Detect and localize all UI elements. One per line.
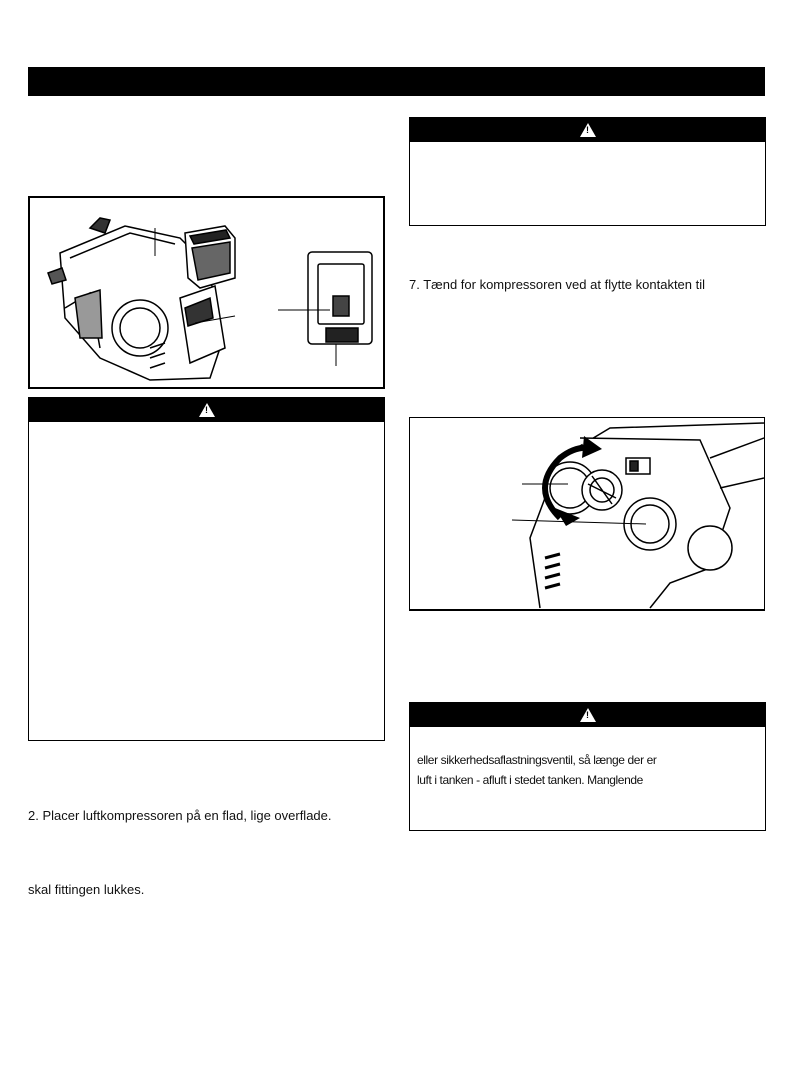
step-2-text: 2. Placer luftkompressoren på en flad, lige overflade. bbox=[28, 808, 332, 823]
warning-triangle-icon: ! bbox=[580, 123, 596, 137]
warning-triangle-icon: ! bbox=[580, 708, 596, 722]
step-tail-text: skal fittingen lukkes. bbox=[28, 882, 145, 897]
warning-box-right-top bbox=[409, 117, 766, 226]
warning-header bbox=[410, 118, 765, 142]
compressor-illustration bbox=[30, 198, 383, 387]
warning-box-left bbox=[28, 397, 385, 741]
warning-header bbox=[29, 398, 384, 422]
compressor-battery-figure bbox=[28, 196, 385, 389]
regulator-gauge-figure bbox=[409, 417, 765, 611]
warning-box-right-bottom bbox=[409, 702, 766, 831]
step-7-text: 7. Tænd for kompressoren ved at flytte kontakten til bbox=[409, 277, 706, 292]
warning-header bbox=[410, 703, 765, 727]
warning-text-line-1: eller sikkerhedsaflastningsventil, så længe der er bbox=[417, 753, 657, 767]
regulator-illustration bbox=[410, 418, 764, 610]
section-header-bar bbox=[28, 67, 765, 96]
warning-text-line-2: luft i tanken - afluft i stedet tanken. Manglende bbox=[417, 773, 643, 787]
warning-triangle-icon: ! bbox=[199, 403, 215, 417]
